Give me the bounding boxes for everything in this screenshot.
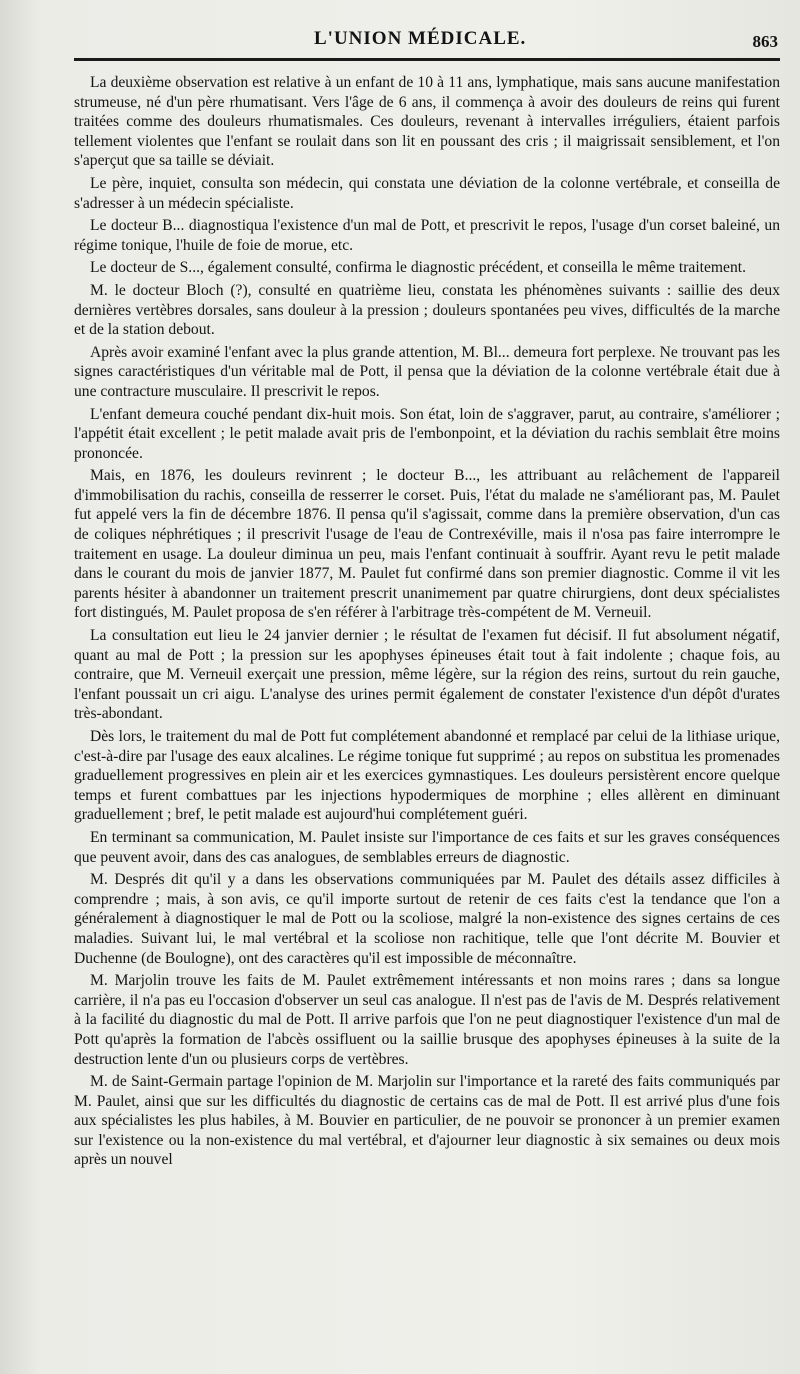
page-header <box>74 14 780 61</box>
paragraph: L'enfant demeura couché pendant dix-huit mois. Son état, loin de s'aggraver, parut, au contraire, s'améliorer ; l'appétit était excellent ; le petit malade avait pris de l'embonpoint, et la déviation du rachis semblait être moins prononcée. <box>74 405 780 462</box>
paragraph: En terminant sa communication, M. Paulet insiste sur l'importance de ces faits et sur les graves conséquences que peuvent avoir, dans des cas analogues, de semblables erreurs de diagnostic. <box>74 828 780 866</box>
paragraph: Dès lors, le traitement du mal de Pott fut complétement abandonné et remplacé par celui de la lithiase urique, c'est-à-dire par l'usage des eaux alcalines. Le régime tonique fut supprimé ; au repos on substitua les promenades graduellement progressives en plein air et les exercices gymnastiques. Les douleurs persistèrent encore quelque temps et furent combattues par les injections hypodermiques de morphine ; elles allèrent en diminuant graduellement ; bref, le petit malade est aujourd'hui complétement guéri. <box>74 728 780 824</box>
paragraph: Le père, inquiet, consulta son médecin, qui constata une déviation de la colonne vertébrale, et conseilla de s'adresser à un médecin spécialiste. <box>74 174 780 212</box>
running-title: L'UNION MÉDICALE. <box>314 28 527 49</box>
paragraph: Le docteur B... diagnostiqua l'existence d'un mal de Pott, et prescrivit le repos, l'usage d'un corset baleiné, un régime tonique, l'huile de foie de morue, etc. <box>74 217 780 254</box>
paragraph: La deuxième observation est relative à un enfant de 10 à 11 ans, lymphatique, mais sans aucune manifestation strumeuse, né d'un père rhumatisant. Vers l'âge de 6 ans, il commença à avoir des douleurs de reins qui furent traitées comme des douleurs rhumatismales. Ces douleurs, revenant à intervalles irréguliers, étaient parfois tellement violentes que l'enfant se roulait dans son lit en poussant des cris ; il maigrissait sensiblement, et l'on s'aperçut que sa taille se déviait. <box>74 74 780 170</box>
paragraph: M. le docteur Bloch (?), consulté en quatrième lieu, constata les phénomènes suivants : saillie des deux dernières vertèbres dorsales, sans douleur à la pression ; douleurs spontanées peu vives, difficultés de la marche et de la station debout. <box>74 281 780 339</box>
paragraph: Le docteur de S..., également consulté, confirma le diagnostic précédent, et conseilla le même traitement. <box>90 259 746 277</box>
page-number: 863 <box>752 32 778 51</box>
paragraph: La consultation eut lieu le 24 janvier dernier ; le résultat de l'examen fut décisif. Il fut absolument négatif, quant au mal de Pott ; la pression sur les apophyses épineuses était tout à fait indolente ; chaque fois, au contraire, que M. Verneuil exerçait une pression, même légère, sur la région des reins, surtout du rein gauche, l'enfant poussait un cri aigu. L'analyse des urines permit également de constater l'existence d'un dépôt d'urates très-abondant. <box>74 627 780 723</box>
paragraph: M. Marjolin trouve les faits de M. Paulet extrêmement intéressants et non moins rares ; dans sa longue carrière, il n'a pas eu l'occasion d'observer un seul cas analogue. Il n'est pas de l'avis de M. Després relativement à la facilité du diagnostic du mal de Pott. Il arrive parfois que l'on ne peut diagnostiquer l'existence d'un mal de Pott qu'après la formation de l'abcès ossifluent ou la saillie brusque des apophyses épineuses à la suite de la destruction lente d'un ou plusieurs corps de vertèbres. <box>74 972 780 1068</box>
paragraph: Après avoir examiné l'enfant avec la plus grande attention, M. Bl... demeura fort perplexe. Ne trouvant pas les signes caractéristiques d'un véritable mal de Pott, il pensa que la déviation de la colonne vertébrale était due à une contracture musculaire. Il prescrivit le repos. <box>74 343 780 400</box>
paragraph: M. de Saint-Germain partage l'opinion de M. Marjolin sur l'importance et la rareté des faits communiqués par M. Paulet, ainsi que sur les difficultés du diagnostic de certains cas de mal de Pott. Il est arrivé plus d'une fois aux spécialistes les plus habiles, à M. Bouvier en particulier, de ne pouvoir se prononcer à un premier examen sur l'existence ou la non-existence du mal vertébral, et d'ajourner leur diagnostic à six semaines ou deux mois après un nouvel <box>74 1073 780 1169</box>
paragraph: M. Després dit qu'il y a dans les observations communiquées par M. Paulet des détails assez difficiles à comprendre ; mais, à son avis, ce qu'il importe surtout de retenir de ces faits c'est la tendance que l'on a généralement à diagnostiquer le mal de Pott ou la scoliose, malgré la non-existence des signes certains de ces maladies. Suivant lui, le mal vertébral et la scoliose non rachitique, telle que l'ont décrite M. Bouvier et Duchenne (de Boulogne), ont des caractères qu'il est impossible de méconnaître. <box>74 871 780 967</box>
article-body <box>74 73 780 1170</box>
paragraph: Mais, en 1876, les douleurs revinrent ; le docteur B..., les attribuant au relâchement de l'appareil d'immobilisation du rachis, conseilla de resserrer le corset. Puis, l'état du malade ne s'améliorant pas, M. Paulet fut appelé vers la fin de décembre 1876. Il pensa qu'il s'agissait, comme dans la première observation, d'un cas de coliques néphrétiques ; il prescrivit l'usage de l'eau de Contrexéville, mais il n'osa pas faire interrompre le traitement en usage. La douleur diminua un peu, mais l'enfant continuait à souffrir. Ayant revu le petit malade dans le courant du mois de janvier 1877, M. Paulet fut confirmé dans son premier diagnostic. Comme il vit les parents hésiter à abandonner un traitement prescrit unanimement par quatre chirurgiens, dont deux spécialistes fort distingués, M. Paulet proposa de s'en référer à l'arbitrage très-compétent de M. Verneuil. <box>74 467 780 622</box>
